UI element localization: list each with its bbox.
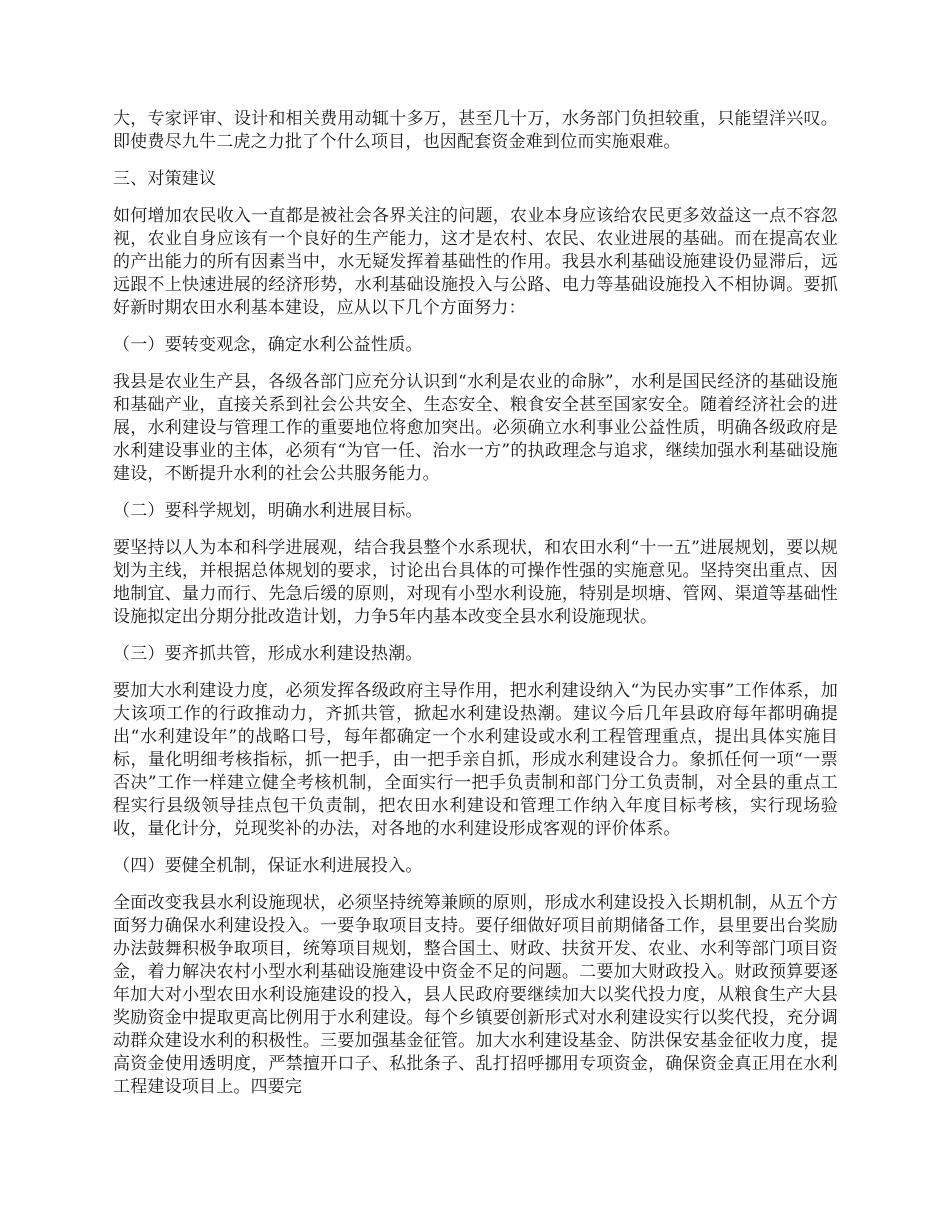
section-heading-countermeasures: 三、对策建议 — [113, 169, 217, 189]
paragraph-funding-difficulty: 大，专家评审、设计和相关费用动辄十多万，甚至几十万，水务部门负担较重，只能望洋兴叹。即使费尽九牛二虎之力批了个什么项目，也因配套资金难到位而实施艰难。 — [113, 109, 838, 152]
paragraph-farmer-income: 如何增加农民收入一直都是被社会各界关注的问题，农业本身应该给农民更多效益这一点不容忽视，农业自身应该有一个良好的生产能力，这才是农村、农民、农业进展的基础。而在提高农业的产出能力的所有因素当中，水无疑发挥着基础性的作用。我县水利基础设施建设仍显滞后，远远跟不上快速进展的经济形势，水利基础设施投入与公路、电力等基础设施投入不相协调。要抓好新时期农田水利基本建设，应从以下几个方面努力： — [113, 206, 838, 318]
paragraph-construction-drive: 要加大水利建设力度，必须发挥各级政府主导作用，把水利建设纳入“为民办实事”工作体系，加大该项工作的行政推动力，齐抓共管，掀起水利建设热潮。建议今后几年县政府每年都明确提出“水利建设年”的战略口号，每年都确定一个水利建设或水利工程管理重点，提出具体实施目标，量化明细考核指标，抓一把手，由一把手亲自抓，形成水利建设合力。象抓任何一项“一票否决”工作一样建立健全考核机制，全面实行一把手负责制和部门分工负责制，对全县的重点工程实行县级领导挂点包干负责制，把农田水利建设和管理工作纳入年度目标考核，实行现场验收，量化计分，兑现奖补的办法，对各地的水利建设形成客观的评价体系。 — [113, 681, 838, 839]
paragraph-public-welfare: 我县是农业生产县，各级各部门应充分认识到“水利是农业的命脉”，水利是国民经济的基础设施和基础产业，直接关系到社会公共安全、生态安全、粮食安全甚至国家安全。随着经济社会的进展，水利建设与管理工作的重要地位将愈加突出。必须确立水利事业公益性质，明确各级政府是水利建设事业的主体，必须有“为官一任、治水一方”的执政理念与追求，继续加强水利基础设施建设，不断提升水利的社会公共服务能力。 — [113, 372, 838, 484]
subheading-joint-management: （三）要齐抓共管，形成水利建设热潮。 — [113, 644, 423, 664]
subheading-change-concepts: （一）要转变观念，确定水利公益性质。 — [113, 335, 423, 355]
paragraph-planning-details: 要坚持以人为本和科学进展观，结合我县整个水系现状，和农田水利“十一五”进展规划，要以规划为主线，并根据总体规划的要求，讨论出台具体的可操作性强的实施意见。坚持突出重点、因地制宜、量力而行、先急后缓的原则，对现有小型水利设施，特别是坝塘、管网、渠道等基础性设施拟定出分期分批改造计划，力争5年内基本改变全县水利设施现状。 — [113, 538, 838, 627]
subheading-scientific-planning: （二）要科学规划，明确水利进展目标。 — [113, 501, 423, 521]
subheading-sound-mechanism: （四）要健全机制，保证水利进展投入。 — [113, 856, 423, 876]
paragraph-investment-mechanism: 全面改变我县水利设施现状，必须坚持统筹兼顾的原则，形成水利建设投入长期机制，从五个方面努力确保水利建设投入。一要争取项目支持。要仔细做好项目前期储备工作，县里要出台奖励办法鼓舞积极争取项目，统筹项目规划，整合国土、财政、扶贫开发、农业、水利等部门项目资金，着力解决农村小型水利基础设施建设中资金不足的问题。二要加大财政投入。财政预算要逐年加大对小型农田水利设施建设的投入，县人民政府要继续加大以奖代投力度，从粮食生产大县奖励资金中提取更高比例用于水利建设。每个乡镇要创新形式对水利建设实行以奖代投，充分调动群众建设水利的积极性。三要加强基金征管。加大水利建设基金、防洪保安基金征收力度，提高资金使用透明度，严禁擅开口子、私批条子、乱打招呼挪用专项资金，确保资金真正用在水利工程建设项目上。四要完 — [113, 893, 838, 1097]
